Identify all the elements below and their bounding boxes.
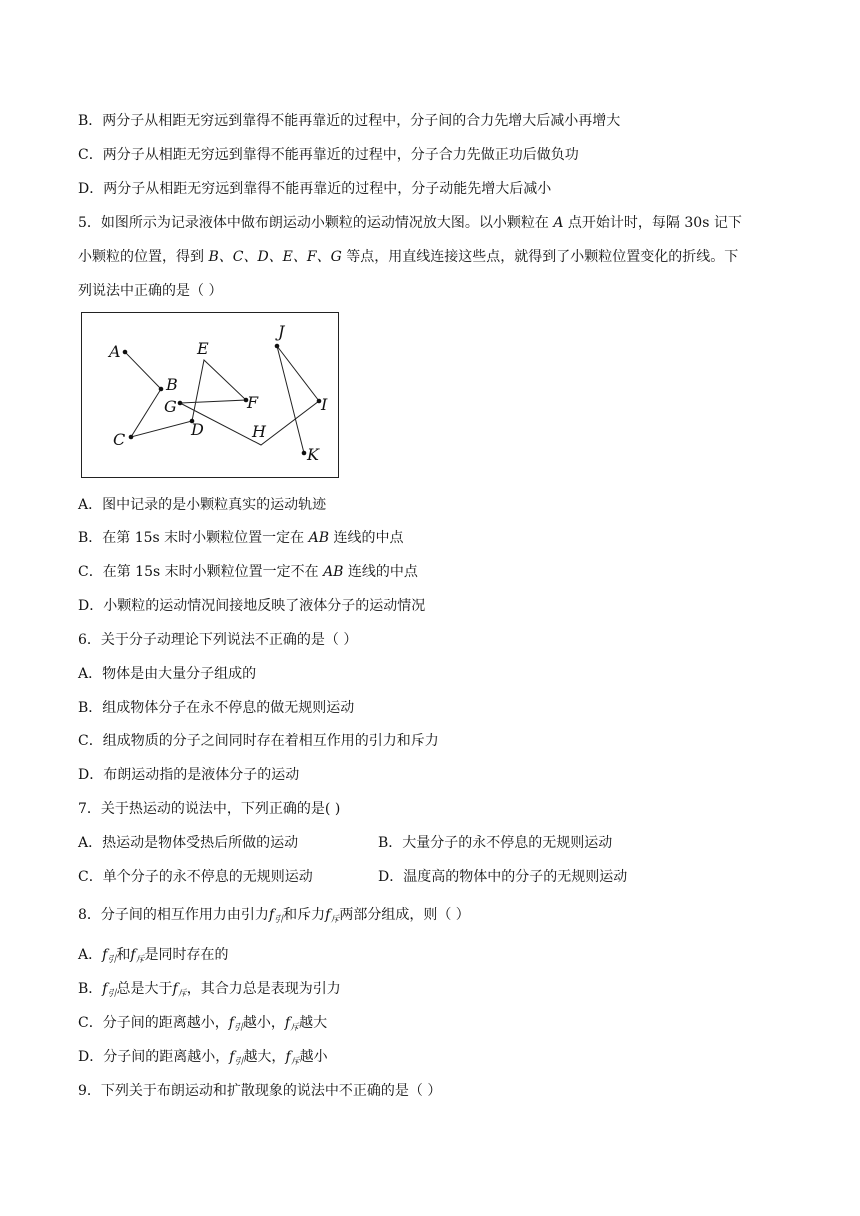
q7-option-a: A．热运动是物体受热后所做的运动 — [78, 835, 299, 851]
label-g: G — [164, 397, 177, 416]
q6-stem: 6．关于分子动理论下列说法不正确的是（ ） — [78, 632, 358, 648]
q7-option-d: D．温度高的物体中的分子的无规则运动 — [378, 869, 628, 885]
point-j — [275, 344, 280, 349]
label-c: C — [113, 430, 126, 449]
label-j: J — [278, 322, 285, 341]
trajectory-polyline — [125, 346, 319, 453]
label-b: B — [166, 375, 178, 394]
q6-option-c: C．组成物质的分子之间同时存在着相互作用的引力和斥力 — [78, 733, 439, 749]
q8-option-b: B．$f_引$总是大于$f_斥$，其合力总是表现为引力 — [78, 981, 341, 999]
q4-option-d: D．两分子从相距无穷远到靠得不能再靠近的过程中，分子动能先增大后减小 — [78, 181, 552, 197]
q8-option-d: D．分子间的距离越小，$f_引$越大，$f_斥$越小 — [78, 1049, 328, 1067]
q4-option-b: B．两分子从相距无穷远到靠得不能再靠近的过程中，分子间的合力先增大后减小再增大 — [78, 113, 621, 129]
q5-stem-line3: 列说法中正确的是（ ） — [78, 283, 223, 299]
point-a — [123, 350, 128, 355]
q5-stem-line2: 小颗粒的位置，得到 B、C、D、E、F、G 等点，用直线连接这些点，就得到了小颗粒位置变化的折线。下 — [78, 249, 739, 265]
label-h: H — [252, 422, 266, 441]
brownian-motion-diagram — [81, 312, 339, 478]
q5-option-d: D．小颗粒的运动情况间接地反映了液体分子的运动情况 — [78, 598, 426, 614]
q9-stem: 9．下列关于布朗运动和扩散现象的说法中不正确的是（ ） — [78, 1083, 442, 1099]
q6-option-b: B．组成物体分子在永不停息的做无规则运动 — [78, 700, 355, 716]
point-k — [302, 451, 307, 456]
brownian-motion-figure — [81, 312, 339, 478]
point-c — [129, 435, 134, 440]
label-e: E — [197, 339, 209, 358]
q6-option-d: D．布朗运动指的是液体分子的运动 — [78, 767, 300, 783]
q8-stem: 8．分子间的相互作用力由引力$f_引$和斥力$f_斥$两部分组成，则（ ） — [78, 907, 470, 925]
trajectory-points — [123, 344, 322, 456]
q8-option-a: A．$f_引$和$f_斥$是同时存在的 — [78, 947, 229, 965]
q5-option-c: C．在第 15s 末时小颗粒位置一定不在 AB 连线的中点 — [78, 564, 418, 580]
figure-border — [82, 313, 339, 478]
q5-option-b: B．在第 15s 末时小颗粒位置一定在 AB 连线的中点 — [78, 530, 404, 546]
q5-option-a: A．图中记录的是小颗粒真实的运动轨迹 — [78, 497, 327, 513]
q7-option-c: C．单个分子的永不停息的无规则运动 — [78, 869, 313, 885]
q5-stem-line1: 5．如图所示为记录液体中做布朗运动小颗粒的运动情况放大图。以小颗粒在 A 点开始计时，每隔 30s 记下 — [78, 215, 742, 231]
q7-stem: 7．关于热运动的说法中，下列正确的是( ) — [78, 801, 341, 817]
label-d: D — [191, 420, 204, 439]
point-b — [159, 387, 164, 392]
label-i: I — [321, 395, 328, 414]
q6-option-a: A．物体是由大量分子组成的 — [78, 666, 257, 682]
label-f: F — [247, 393, 259, 412]
q8-option-c: C．分子间的距离越小，$f_引$越小，$f_斥$越大 — [78, 1015, 328, 1033]
label-a: A — [109, 342, 121, 361]
label-k: K — [307, 445, 319, 464]
point-g — [178, 401, 183, 406]
q4-option-c: C．两分子从相距无穷远到靠得不能再靠近的过程中，分子合力先做正功后做负功 — [78, 147, 579, 163]
q7-option-b: B．大量分子的永不停息的无规则运动 — [378, 835, 613, 851]
